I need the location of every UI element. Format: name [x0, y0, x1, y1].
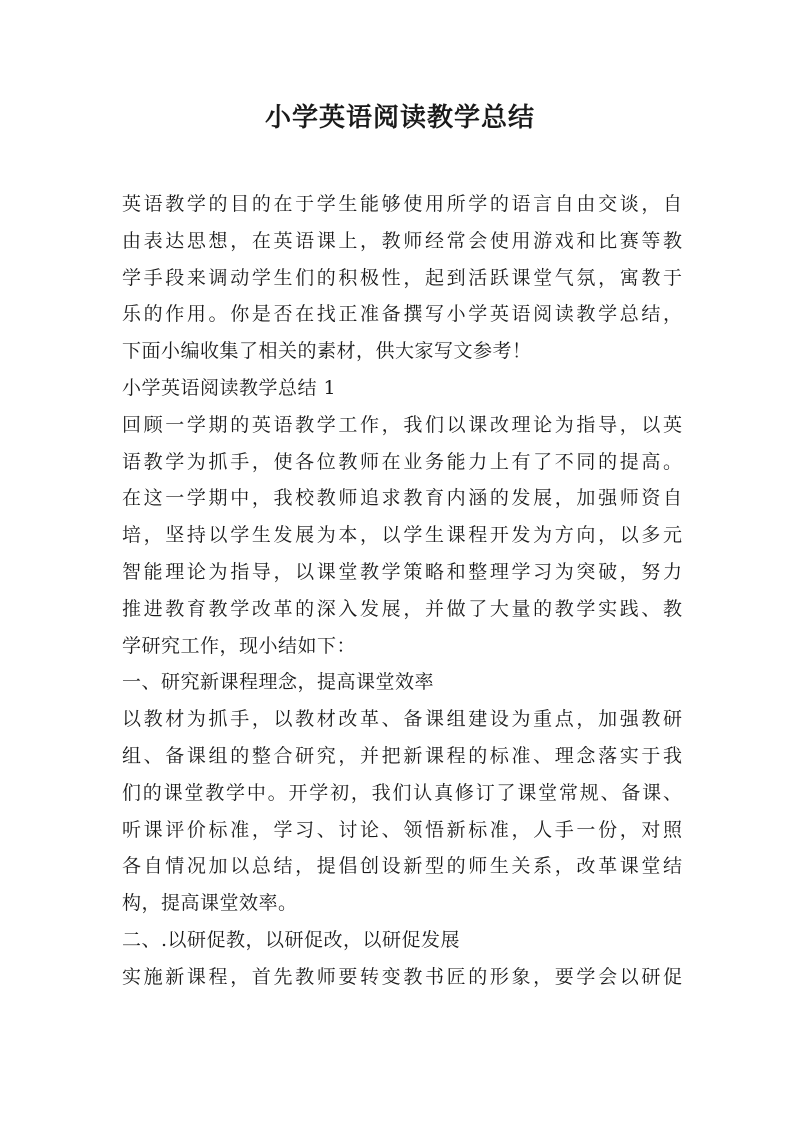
body-line: 学手段来调动学生们的积极性，起到活跃课堂气氛，寓教于	[122, 266, 682, 289]
body-line: 听课评价标准，学习、讨论、领悟新标准，人手一份，对照	[122, 818, 682, 841]
document-body	[122, 186, 682, 996]
body-line: 乐的作用。你是否在找正准备撰写小学英语阅读教学总结，	[122, 303, 682, 326]
body-line: 以教材为抓手，以教材改革、备课组建设为重点，加强教研	[122, 708, 682, 731]
body-line: 学研究工作，现小结如下：	[122, 634, 357, 657]
body-line: 英语教学的目的在于学生能够使用所学的语言自由交谈，自	[122, 193, 682, 215]
body-line: 智能理论为指导，以课堂教学策略和整理学习为突破，努力	[122, 560, 682, 583]
section-heading: 小学英语阅读教学总结 1	[122, 376, 337, 399]
body-line: 构，提高课堂效率。	[122, 892, 298, 915]
body-line: 语教学为抓手，使各位教师在业务能力上有了不同的提高。	[122, 450, 682, 473]
body-line: 回顾一学期的英语教学工作，我们以课改理论为指导，以英	[122, 413, 682, 436]
body-line: 们的课堂教学中。开学初，我们认真修订了课堂常规、备课、	[122, 781, 682, 804]
body-line: 推进教育教学改革的深入发展，并做了大量的教学实践、教	[122, 597, 682, 620]
body-line: 各自情况加以总结，提倡创设新型的师生关系，改革课堂结	[122, 855, 682, 878]
subsection-heading: 二、.以研促教，以研促改，以研促发展	[122, 928, 461, 951]
body-line: 实施新课程，首先教师要转变教书匠的形象，要学会以研促	[122, 965, 682, 988]
document-title: 小学英语阅读教学总结	[264, 103, 535, 133]
body-line: 在这一学期中，我校教师追求教育内涵的发展，加强师资自	[122, 487, 682, 510]
body-line: 培，坚持以学生发展为本，以学生课程开发为方向，以多元	[122, 524, 682, 547]
body-line: 由表达思想，在英语课上，教师经常会使用游戏和比赛等教	[122, 229, 682, 252]
body-line: 组、备课组的整合研究，并把新课程的标准、理念落实于我	[122, 744, 682, 767]
body-line: 下面小编收集了相关的素材，供大家写文参考！	[122, 340, 532, 363]
subsection-heading: 一、研究新课程理念，提高课堂效率	[122, 671, 435, 694]
